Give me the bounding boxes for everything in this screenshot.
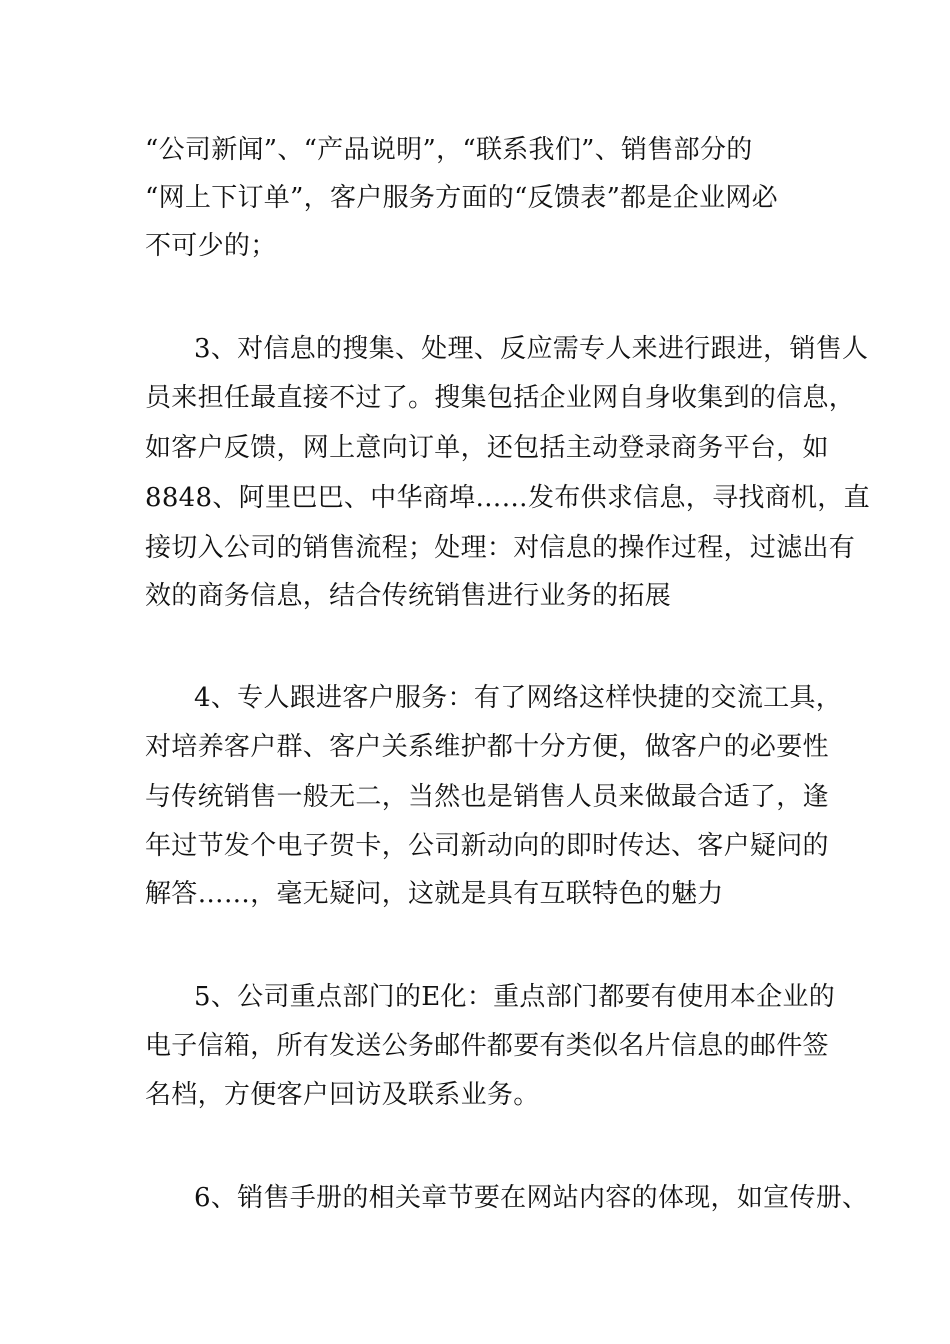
text-line: 不可少的； (145, 231, 277, 261)
text-line: 接切入公司的销售流程；处理：对信息的操作过程，过滤出有 (145, 533, 856, 563)
text-line: 名档，方便客户回访及联系业务。 (145, 1080, 540, 1110)
text-line: 电子信箱，所有发送公务邮件都要有类似名片信息的邮件签 (145, 1031, 829, 1061)
text-line: 3、对信息的搜集、处理、反应需专人来进行跟进，销售人 (194, 334, 869, 364)
text-line: 5、公司重点部门的E化：重点部门都要有使用本企业的 (194, 982, 836, 1012)
text-line: 8848、阿里巴巴、中华商埠……发布供求信息，寻找商机，直 (145, 483, 870, 513)
text-line: 6、销售手册的相关章节要在网站内容的体现，如宣传册、 (194, 1183, 869, 1213)
text-line: 效的商务信息，结合传统销售进行业务的拓展 (145, 581, 672, 611)
text-line: 对培养客户群、客户关系维护都十分方便，做客户的必要性 (145, 732, 829, 762)
text-line: 员来担任最直接不过了。搜集包括企业网自身收集到的信息， (145, 383, 856, 413)
text-line: “网上下订单”，客户服务方面的“反馈表”都是企业网必 (145, 183, 778, 213)
text-line: 如客户反馈，网上意向订单，还包括主动登录商务平台，如 (145, 433, 829, 463)
text-line: 解答……，毫无疑问，这就是具有互联特色的魅力 (145, 879, 724, 909)
text-line: “公司新闻”、“产品说明”，“联系我们”、销售部分的 (145, 135, 753, 165)
text-line: 与传统销售一般无二，当然也是销售人员来做最合适了，逢 (145, 782, 829, 812)
text-line: 年过节发个电子贺卡，公司新动向的即时传达、客户疑问的 (145, 831, 829, 861)
text-line: 4、专人跟进客户服务：有了网络这样快捷的交流工具， (194, 683, 843, 713)
